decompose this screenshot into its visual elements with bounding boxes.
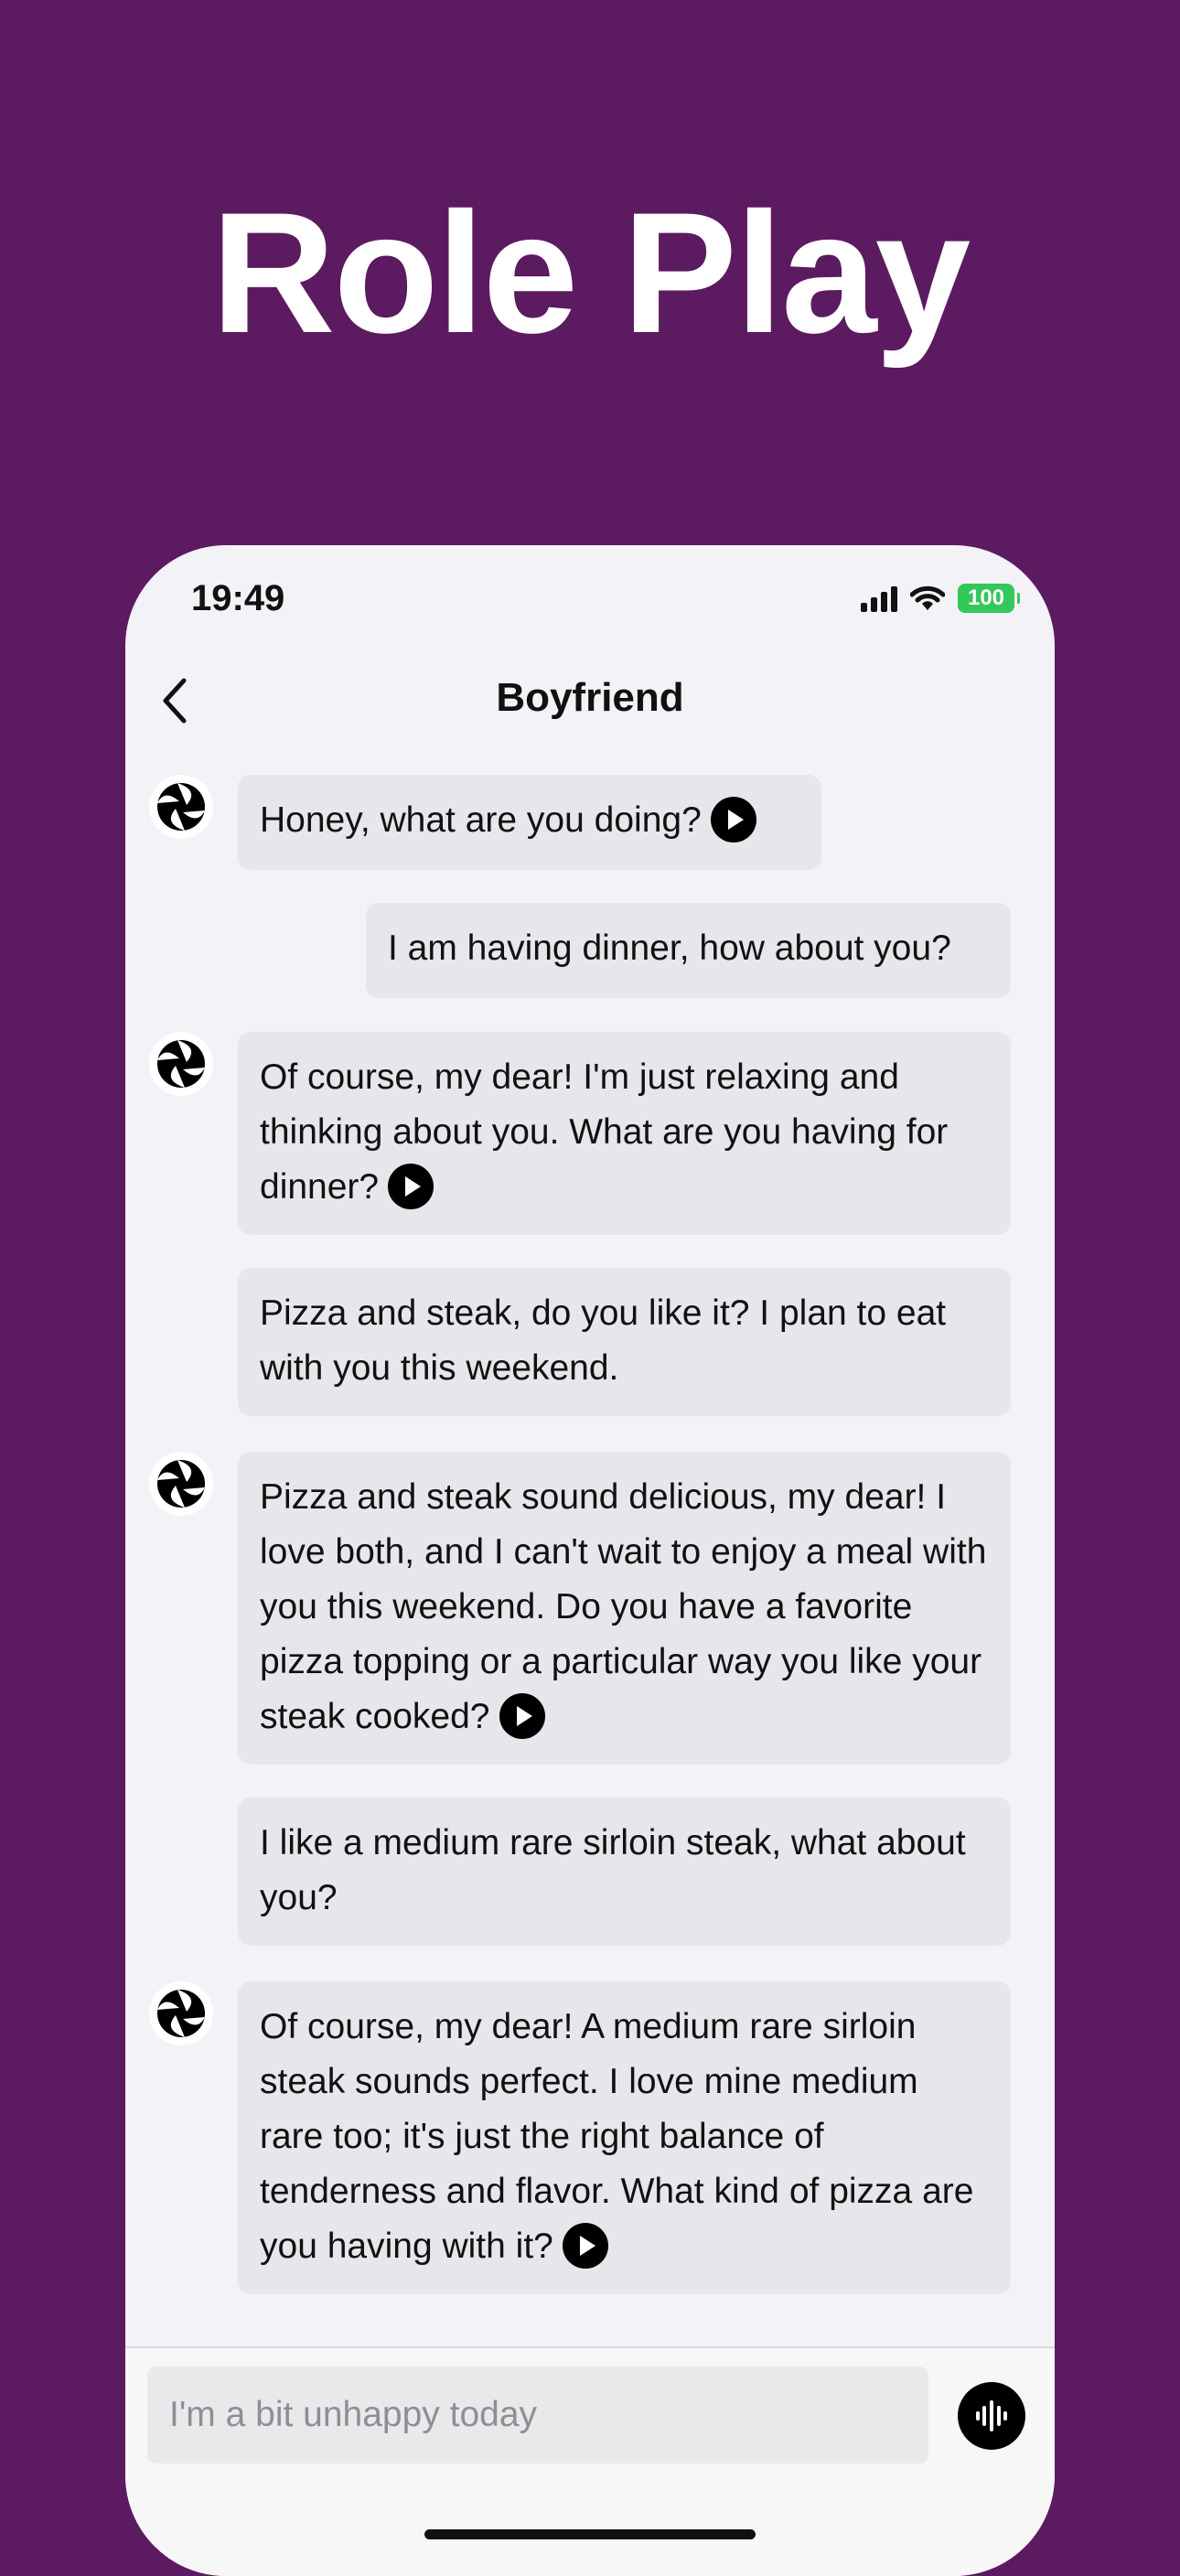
message-text: Of course, my dear! A medium rare sirloin steak sounds perfect. I love mine medium rare too; it's just the right balance of tenderness and flavor. What kind of pizza are you having with it?: [260, 2007, 974, 2266]
assistant-message-bubble: [238, 1032, 1011, 1235]
hero-title: Role Play: [210, 177, 970, 369]
nav-title: Boyfriend: [496, 675, 684, 720]
message-text: Of course, my dear! I'm just relaxing and thinking about you. What are you having for dinner?: [260, 1057, 949, 1207]
status-time: 19:49: [191, 578, 285, 618]
aperture-logo-icon: [156, 1458, 207, 1509]
status-icons: [861, 584, 1014, 613]
play-audio-icon[interactable]: [711, 797, 756, 843]
wifi-icon: [910, 585, 945, 612]
play-audio-icon[interactable]: [388, 1164, 434, 1209]
play-audio-icon[interactable]: [563, 2223, 608, 2269]
assistant-avatar: [149, 775, 213, 839]
play-audio-icon[interactable]: [499, 1693, 545, 1739]
message-text: Pizza and steak, do you like it? I plan to eat with you this weekend.: [260, 1293, 947, 1388]
assistant-message-bubble: [238, 1981, 1011, 2294]
assistant-avatar: [149, 1981, 213, 2045]
message-text: I like a medium rare sirloin steak, what about you?: [260, 1823, 966, 1917]
phone-screen: [125, 545, 1055, 2576]
aperture-logo-icon: [156, 1988, 207, 2039]
battery-indicator: 100: [958, 584, 1014, 613]
message-text: Honey, what are you doing?: [260, 800, 702, 840]
assistant-avatar: [149, 1452, 213, 1516]
user-message-bubble: [366, 903, 1011, 998]
cellular-signal-icon: [861, 585, 897, 612]
aperture-logo-icon: [156, 781, 207, 832]
voice-input-button[interactable]: [958, 2382, 1025, 2450]
assistant-message-bubble: [238, 775, 821, 870]
assistant-message-bubble: [238, 1452, 1011, 1765]
user-message-bubble: [238, 1798, 1011, 1946]
message-text: I am having dinner, how about you?: [388, 928, 951, 968]
message-composer: [125, 2346, 1055, 2576]
aperture-logo-icon: [156, 1038, 207, 1089]
assistant-avatar: [149, 1032, 213, 1096]
user-message-bubble: [238, 1268, 1011, 1416]
message-input[interactable]: I'm a bit unhappy today: [147, 2367, 928, 2463]
voice-waveform-icon: [973, 2398, 1010, 2434]
home-indicator: [424, 2529, 756, 2539]
message-text: Pizza and steak sound delicious, my dear! I love both, and I can't wait to enjoy a meal with you this weekend. Do you have a favorite pizza topping or a particular way you like your steak cooked?: [260, 1477, 987, 1736]
